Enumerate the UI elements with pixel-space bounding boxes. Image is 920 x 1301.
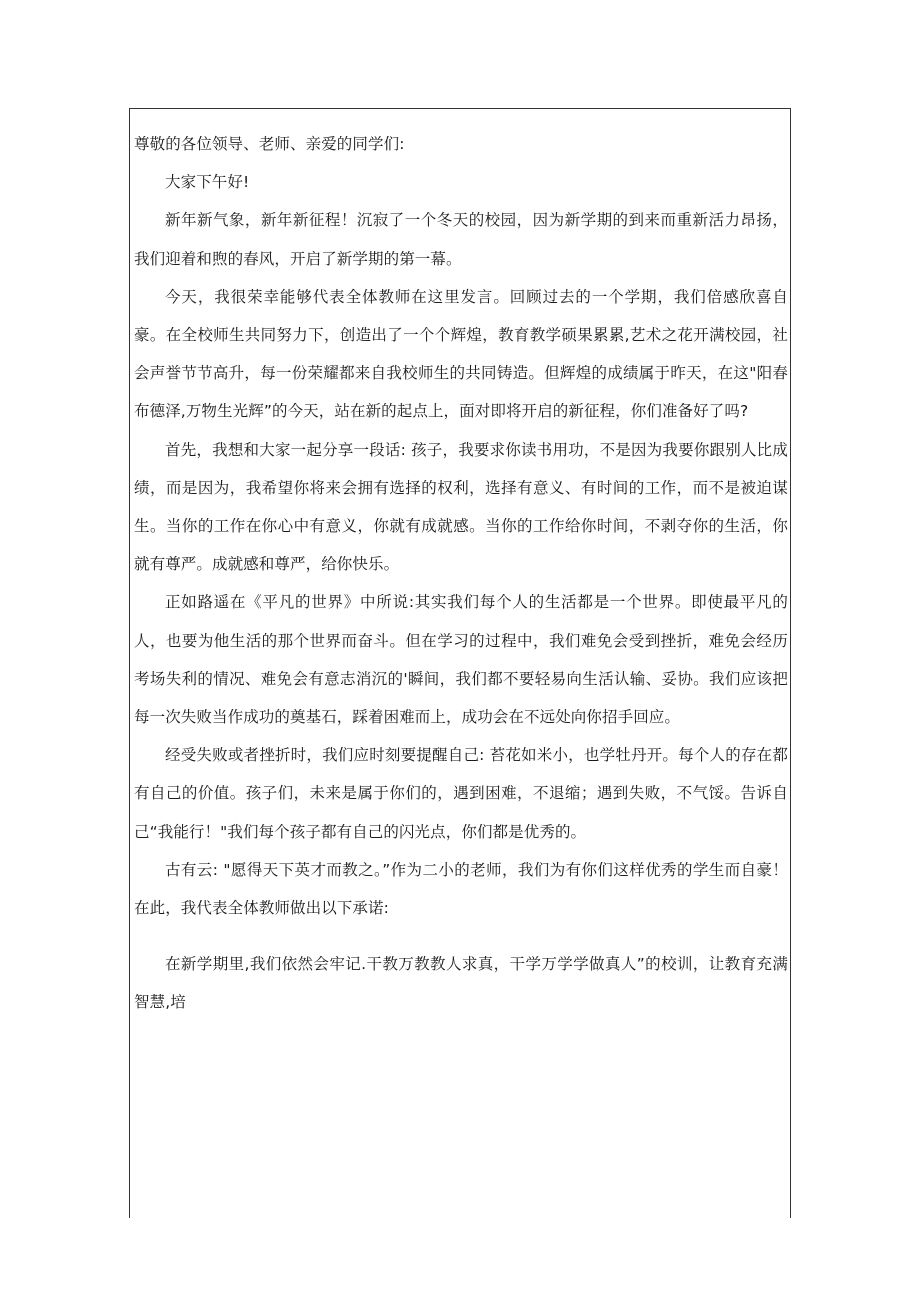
speech-text (134, 125, 788, 1022)
document-page (129, 108, 791, 1218)
paragraph-honor: 今天，我很荣幸能够代表全体教师在这里发言。回顾过去的一个学期，我们倍感欣喜自豪。在全校师生共同努力下，创造出了一个个辉煌，教育教学硕果累累,艺术之花开满校园，社会声誉节节高升，每一份荣耀都来自我校师生的共同铸造。但辉煌的成绩属于昨天，在这"阳春布德泽,万物生光辉”的今天，站在新的起点上，面对即将开启的新征程，你们准备好了吗? (134, 287, 788, 421)
paragraph-sharing: 首先，我想和大家一起分享一段话: 孩子，我要求你读书用功，不是因为我要你跟别人比成绩，而是因为，我希望你将来会拥有选择的权利，选择有意义、有时间的工作，而不是被迫谋生。当你的工作在你心中有意义，你就有成就感。当你的工作给你时间，不剥夺你的生活，你就有尊严。成就感和尊严，给你快乐。 (134, 440, 788, 574)
paragraph-promise-intro: 古有云: "愿得天下英才而教之。”作为二小的老师，我们为有你们这样优秀的学生而自豪！在此，我代表全体教师做出以下承诺: (134, 860, 788, 918)
paragraph-ordinary-world: 正如路遥在《平凡的世界》中所说:其实我们每个人的生活都是一个世界。即使最平凡的人，也要为他生活的那个世界而奋斗。但在学习的过程中，我们难免会受到挫折，难免会经历考场失利的情况、难免会有意志消沉的'瞬间，我们都不要轻易向生活认输、妥协。我们应该把每一次失败当作成功的奠基石，踩着困难而上，成功会在不远处向你招手回应。 (134, 593, 788, 727)
paragraph-new-year: 新年新气象，新年新征程！沉寂了一个冬天的校园，因为新学期的到来而重新活力昂扬，我们迎着和煦的春风，开启了新学期的第一幕。 (134, 211, 788, 268)
paragraph-new-semester: 在新学期里,我们依然会牢记.干教万教教人求真，干学万学学做真人”的校训，让教育充满智慧,培 (134, 955, 788, 1012)
paragraph-setbacks: 经受失败或者挫折时，我们应时刻要提醒自己: 苔花如米小，也学牡丹开。每个人的存在都有自己的价值。孩子们，未来是属于你们的，遇到困难，不退缩；遇到失败，不气馁。告诉自己“我能行！"我们每个孩子都有自己的闪光点，你们都是优秀的。 (134, 746, 788, 841)
greeting: 大家下午好! (165, 173, 250, 192)
salutation: 尊敬的各位领导、老师、亲爱的同学们: (134, 135, 405, 153)
